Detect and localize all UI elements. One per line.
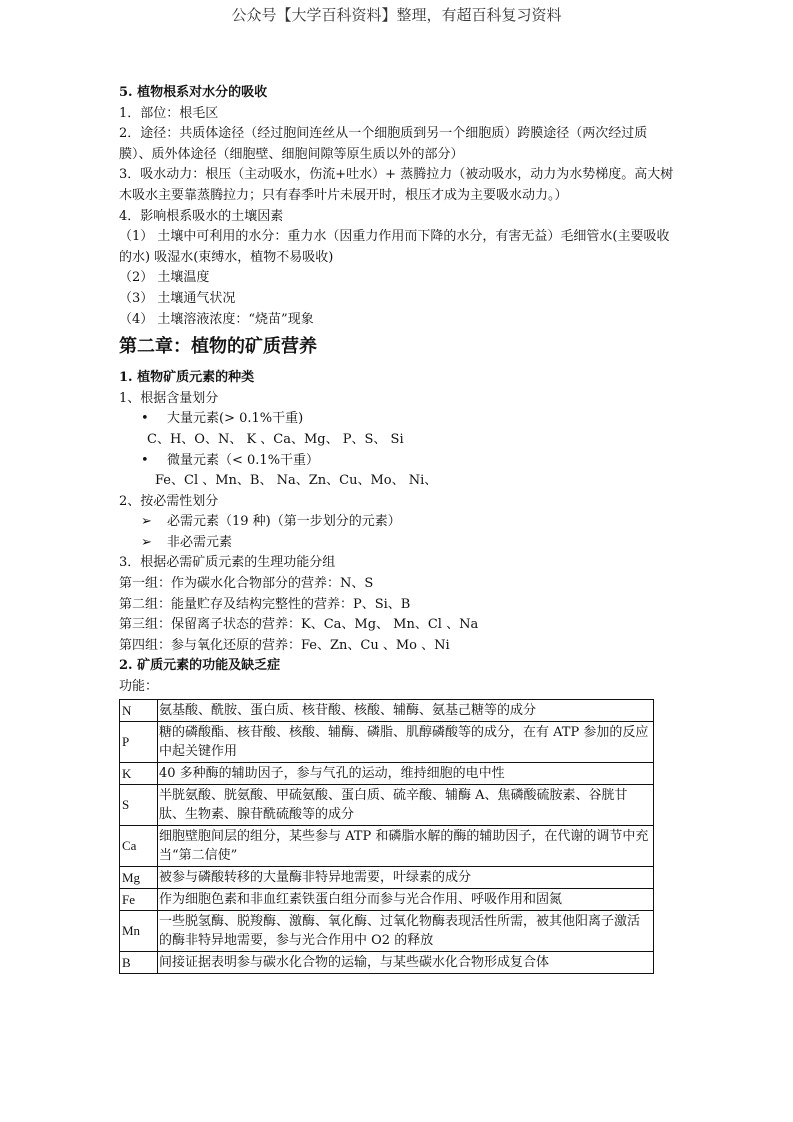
element-cell: Mn — [120, 910, 158, 951]
arrow-bullet-icon: ➢ — [141, 534, 152, 550]
bullet-dot-icon: • — [141, 452, 149, 468]
classification-by-function: 3．根据必需矿质元素的生理功能分组 — [119, 555, 336, 571]
nonessential-elements-label: 非必需元素 — [167, 534, 233, 550]
element-function-table — [119, 699, 654, 974]
necessity-item — [119, 512, 679, 533]
element-cell: Ca — [120, 825, 158, 866]
function-cell: 半胱氨酸、胱氨酸、甲硫氨酸、蛋白质、硫辛酸、辅酶 A、焦磷酸硫胺素、谷胱甘肽、生物素、腺苷酰硫酸等的成分 — [158, 784, 654, 825]
table-row — [120, 699, 654, 721]
table-row — [120, 784, 654, 825]
function-cell: 40 多种酶的辅助因子，参与气孔的运动，维持细胞的电中性 — [158, 762, 654, 784]
micro-elements-item — [119, 451, 679, 472]
element-cell: N — [120, 699, 158, 721]
section-5-line-2: 2．途径：共质体途径（经过胞间连丝从一个细胞质到另一个细胞质）跨膜途径（两次经过质膜）、质外体途径（细胞壁、细胞间隙等原生质以外的部分） — [119, 126, 648, 162]
bullet-dot-icon: • — [141, 411, 149, 427]
chapter-2-title: 第二章：植物的矿质营养 — [119, 336, 317, 358]
function-cell: 糖的磷酸酯、核苷酸、核酸、辅酶、磷脂、肌醇磷酸等的成分，在有 ATP 参加的反应中起关键作用 — [158, 721, 654, 762]
element-cell: P — [120, 721, 158, 762]
section-5-line-1: 1．部位：根毛区 — [119, 105, 219, 121]
document-body — [119, 83, 679, 974]
element-cell: Mg — [120, 866, 158, 888]
table-row — [120, 762, 654, 784]
function-cell: 作为细胞色素和非血红素铁蛋白组分而参与光合作用、呼吸作用和固氮 — [158, 888, 654, 910]
page-header: 公众号【大学百科资料】整理，有超百科复习资料 — [231, 6, 562, 24]
function-cell: 一些脱氢酶、脱羧酶、激酶、氧化酶、过氧化物酶表现活性所需，被其他阳离子激活的酶非特异地需要，参与光合作用中 O2 的释放 — [158, 910, 654, 951]
table-row — [120, 951, 654, 973]
function-cell: 氨基酸、酰胺、蛋白质、核苷酸、核酸、辅酶、氨基己糖等的成分 — [158, 699, 654, 721]
function-group-1: 第一组：作为碳水化合物部分的营养：N、S — [119, 576, 374, 592]
soil-factor-4: （4） 土壤溶液浓度：“烧苗”现象 — [119, 311, 314, 327]
table-row — [120, 721, 654, 762]
section-5-line-4: 4．影响根系吸水的土壤因素 — [119, 208, 284, 224]
classification-by-content: 1、根据含量划分 — [119, 390, 219, 406]
soil-factor-3: （3） 土壤通气状况 — [119, 290, 236, 306]
macro-elements-item — [119, 409, 679, 430]
element-cell: S — [120, 784, 158, 825]
soil-factor-1: （1） 土壤中可利用的水分：重力水（因重力作用而下降的水分，有害无益）毛细管水(主要吸收的水) 吸湿水(束缚水，植物不易吸收) — [119, 229, 670, 265]
micro-elements-label: 微量元素（< 0.1%干重） — [167, 452, 320, 468]
subsection-1-title: 1. 植物矿质元素的种类 — [119, 370, 255, 386]
element-cell: Fe — [120, 888, 158, 910]
function-label: 功能： — [119, 679, 159, 695]
function-group-4: 第四组：参与氧化还原的营养：Fe、Zn、Cu 、Mo 、Ni — [119, 637, 450, 653]
section-5-line-3: 3．吸水动力：根压（主动吸水，伤流+吐水）+ 蒸腾拉力（被动吸水，动力为水势梯度。高大树木吸水主要靠蒸腾拉力；只有春季叶片未展开时，根压才成为主要吸水动力。） — [119, 167, 674, 203]
subsection-2-title: 2. 矿质元素的功能及缺乏症 — [119, 658, 281, 674]
function-group-2: 第二组：能量贮存及结构完整性的营养：P、Si、B — [119, 596, 411, 612]
table-row — [120, 910, 654, 951]
macro-elements-list: C、H、O、N、 K 、Ca、Mg、 P、S、 Si — [147, 431, 404, 447]
section-5-title: 5. 植物根系对水分的吸收 — [119, 85, 268, 100]
function-group-3: 第三组：保留离子状态的营养：K、Ca、Mg、 Mn、Cl 、Na — [119, 617, 479, 633]
necessity-item — [119, 533, 679, 554]
arrow-bullet-icon: ➢ — [141, 514, 152, 530]
function-cell: 细胞壁胞间层的组分，某些参与 ATP 和磷脂水解的酶的辅助因子，在代谢的调节中充当“第二信使” — [158, 825, 654, 866]
micro-elements-list: Fe、Cl 、Mn、B、 Na、Zn、Cu、Mo、 Ni、 — [155, 473, 438, 489]
soil-factor-2: （2） 土壤温度 — [119, 270, 210, 286]
element-cell: K — [120, 762, 158, 784]
macro-elements-label: 大量元素(> 0.1%干重) — [167, 411, 304, 427]
essential-elements-label: 必需元素（19 种)（第一步划分的元素） — [167, 514, 401, 530]
classification-by-necessity: 2、按必需性划分 — [119, 493, 219, 509]
table-row — [120, 866, 654, 888]
table-row — [120, 825, 654, 866]
element-cell: B — [120, 951, 158, 973]
table-row — [120, 888, 654, 910]
function-cell: 被参与磷酸转移的大量酶非特异地需要，叶绿素的成分 — [158, 866, 654, 888]
function-cell: 间接证据表明参与碳水化合物的运输，与某些碳水化合物形成复合体 — [158, 951, 654, 973]
